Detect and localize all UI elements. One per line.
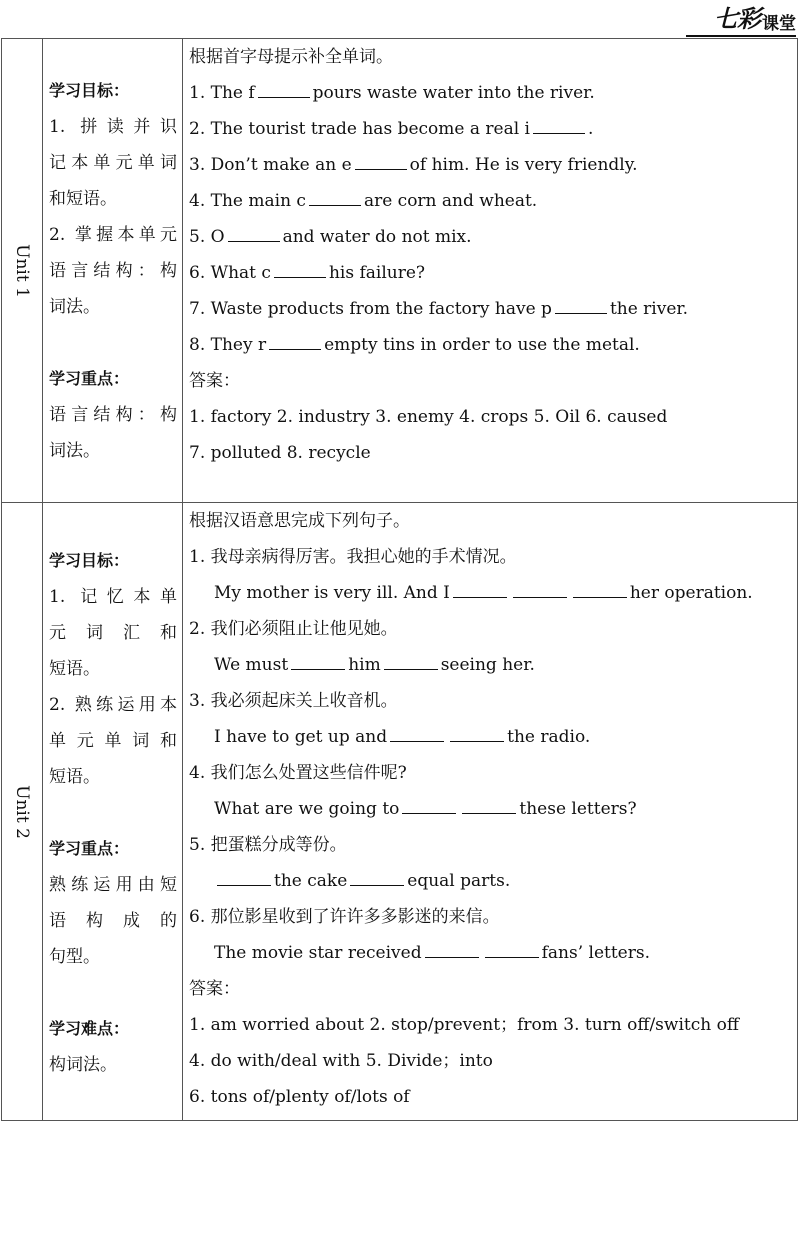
goal-line: 和短语。	[49, 189, 117, 209]
question-cn: 3. 我必须起床关上收音机。	[189, 691, 398, 711]
logo-small-text: 课堂	[762, 14, 796, 34]
goal-line: 2. 熟练运用本	[49, 695, 177, 715]
answer-blank	[513, 596, 567, 598]
question-cn: 1. 我母亲病得厉害。我担心她的手术情况。	[189, 547, 517, 567]
exercise-item: 4. The main c are corn and wheat.	[189, 191, 538, 211]
answer-blank	[384, 668, 438, 670]
goal-line: 元 词 汇 和	[49, 623, 177, 643]
lesson-table	[1, 38, 798, 1121]
question-en: What are we going to these letters?	[214, 799, 637, 819]
answer-line: 1. factory 2. industry 3. enemy 4. crops 5. Oil 6. caused	[189, 407, 668, 427]
answer-blank	[450, 740, 504, 742]
answer-blank	[573, 596, 627, 598]
instruction: 根据汉语意思完成下列句子。	[189, 511, 410, 531]
goal-line: 语言结构：构	[49, 261, 177, 281]
answer-line: 6. tons of/plenty of/lots of	[189, 1087, 410, 1107]
unit-label: Unit 2	[12, 784, 32, 839]
answer-line: 4. do with/deal with 5. Divide；into	[189, 1051, 493, 1071]
key-line: 词法。	[49, 441, 100, 461]
question-en: My mother is very ill. And I her operation.	[214, 583, 753, 603]
answer-line: 7. polluted 8. recycle	[189, 443, 371, 463]
difficulty-line: 构词法。	[49, 1055, 117, 1075]
goals-cell	[43, 39, 183, 503]
logo-underline	[686, 35, 796, 37]
exercise-item: 3. Don’t make an e of him. He is very friendly.	[189, 155, 638, 175]
key-line: 语 构 成 的	[49, 911, 177, 931]
question-en: The movie star received fans’ letters.	[214, 943, 650, 963]
answer-label: 答案：	[189, 979, 240, 999]
key-heading: 学习重点：	[49, 369, 130, 388]
unit-row	[2, 39, 798, 503]
exercise-cell	[183, 503, 798, 1121]
answer-blank	[390, 740, 444, 742]
goal-line: 1. 拼读并识	[49, 117, 177, 137]
brand-logo	[714, 2, 796, 34]
goal-line: 1. 记忆本单	[49, 587, 177, 607]
instruction: 根据首字母提示补全单词。	[189, 47, 393, 67]
answer-blank	[228, 240, 280, 242]
answer-blank	[217, 884, 271, 886]
goal-line: 单元单词和	[49, 731, 177, 751]
answer-blank	[355, 168, 407, 170]
question-en: the cake equal parts.	[189, 863, 791, 899]
goal-line: 记本单元单词	[49, 153, 177, 173]
unit-label-cell	[2, 503, 43, 1121]
logo-text: 七彩	[714, 5, 760, 33]
answer-blank	[274, 276, 326, 278]
goal-line: 2. 掌握本单元	[49, 225, 177, 245]
answer-blank	[425, 956, 479, 958]
exercise-item: 2. The tourist trade has become a real i .	[189, 119, 594, 139]
answer-blank	[402, 812, 456, 814]
answer-blank	[350, 884, 404, 886]
question-cn: 2. 我们必须阻止让他见她。	[189, 619, 398, 639]
unit-label: Unit 1	[12, 243, 32, 298]
answer-blank	[291, 668, 345, 670]
exercise-cell	[183, 39, 798, 503]
unit-label-cell	[2, 39, 43, 503]
goal-line: 短语。	[49, 659, 100, 679]
question-en: I have to get up and the radio.	[214, 727, 591, 747]
key-heading: 学习重点：	[49, 839, 130, 858]
answer-blank	[533, 132, 585, 134]
exercise-item: 7. Waste products from the factory have p the river.	[189, 299, 689, 319]
question-cn: 5. 把蛋糕分成等份。	[189, 835, 347, 855]
answer-blank	[462, 812, 516, 814]
answer-blank	[485, 956, 539, 958]
answer-blank	[309, 204, 361, 206]
difficulty-heading: 学习难点：	[49, 1019, 130, 1038]
question-cn: 6. 那位影星收到了许许多多影迷的来信。	[189, 907, 500, 927]
key-line: 熟练运用由短	[49, 875, 177, 895]
question-cn: 4. 我们怎么处置这些信件呢?	[189, 763, 407, 783]
key-line: 语言结构：构	[49, 405, 177, 425]
answer-blank	[269, 348, 321, 350]
answer-label: 答案：	[189, 371, 240, 391]
exercise-item: 6. What c his failure?	[189, 263, 426, 283]
goal-line: 词法。	[49, 297, 100, 317]
question-en: We must him seeing her.	[214, 655, 535, 675]
goals-cell	[43, 503, 183, 1121]
key-line: 句型。	[49, 947, 100, 967]
goals-heading: 学习目标：	[49, 551, 130, 570]
answer-blank	[453, 596, 507, 598]
exercise-item: 1. The f pours waste water into the river.	[189, 83, 595, 103]
goal-line: 短语。	[49, 767, 100, 787]
goals-heading: 学习目标：	[49, 81, 130, 100]
answer-blank	[555, 312, 607, 314]
answer-line: 1. am worried about 2. stop/prevent；from 3. turn off/switch off	[189, 1015, 739, 1035]
exercise-item: 8. They r empty tins in order to use the metal.	[189, 335, 640, 355]
answer-blank	[258, 96, 310, 98]
exercise-item: 5. O and water do not mix.	[189, 227, 472, 247]
unit-row	[2, 503, 798, 1121]
